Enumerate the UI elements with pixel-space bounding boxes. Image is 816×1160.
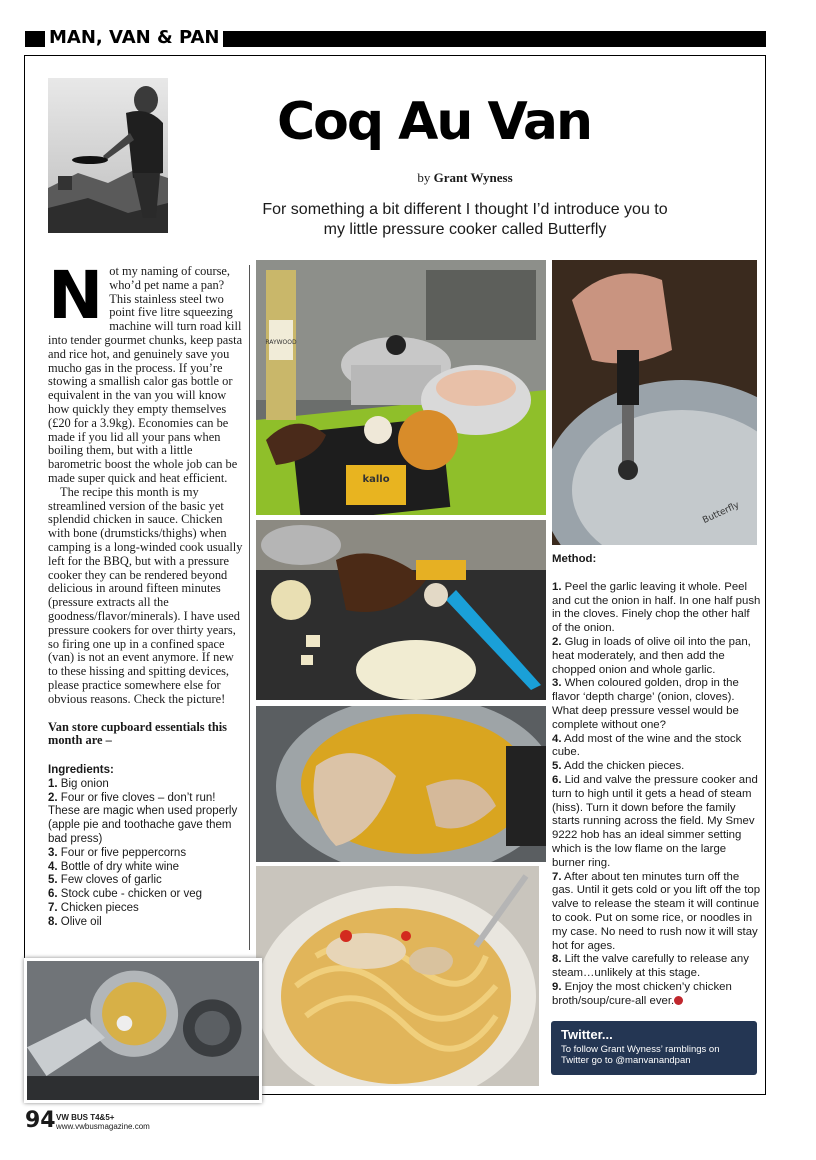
ingredients-number: 7. [48,902,58,915]
method-column [552,553,762,1009]
method-text: Peel the garlic leaving it whole. Peel and cut the onion in half. In one half push in the cloves. Finely chop the other half of the onion. [552,580,761,635]
method-text: Add the chicken pieces. [561,760,685,773]
method-list [552,581,762,1009]
ingredients-number: 1. [48,777,58,790]
ingredients-text: Bottle of dry white wine [57,860,180,873]
cooking-pot-photo [256,706,546,862]
twitter-box [551,1021,757,1075]
column-rule [249,265,250,950]
ingredients-photo [256,260,546,515]
method-number: 1. [552,580,562,593]
method-number: 6. [552,773,562,786]
method-text: Add most of the wine and the stock cube. [552,732,742,759]
ingredients-item [48,778,244,792]
method-item [552,871,762,954]
byline-prefix: by [417,170,431,185]
ingredients-text: Stock cube - chicken or veg [57,888,203,901]
method-number: 9. [552,980,562,993]
method-heading: Method: [552,553,597,565]
ingredients-item [48,874,244,888]
store-cupboard-line: Van store cupboard essentials this month are – [48,719,228,748]
stock-cube-label: kallo [362,474,390,485]
second-paragraph: The recipe this month is my streamlined version of the basic yet splendid chicken in sauce. Chicken with bone (drumsticks/thighs) when camping is a long-winded cook usually left for the BBQ, but with a pressure cooker they can be rendered beyond delicious in around fifteen minutes (pressure extracts all the goodness/flavor/minerals). I have used pressure cookers for over thirty years, so firing one up in a confined space (van) is not an event anymore. If new to these hissing and spitting devices, please practice somewhere else for obvious reasons. Check the picture! [48,484,243,706]
ingredients-item [48,792,244,847]
body-column [48,257,244,930]
ingredients-number: 3. [48,846,58,859]
method-number: 7. [552,870,562,883]
ingredients-text: Four or five cloves – don’t run! These are magic when used properly (apple pie and toothache gave them bad press) [48,791,238,846]
page-number: 94 [25,1108,56,1133]
article-title: Coq Au Van [276,92,592,152]
method-text: Lid and valve the pressure cooker and turn to high until it gets a head of steam (hiss). Turn it down before the family starts running across the field. My Smev 9222 hob has an ideal simmer setting which is the low flame on the large burner ring. [552,773,758,869]
method-item [552,581,762,636]
author-name: Grant Wyness [433,170,513,185]
intro-text: ot my naming of course, who’d pet name a pan? This stainless steel two point five litre squeezing machine will turn road kill into tender gourmet chunks, keep pasta and rice hot, and genuinely save you mucho gas in the process. If you’re stowing a smallish calor gas bottle or equivalent in the van you will know how quickly they empty themselves (£20 for a 3.9kg). Economies can be made if you lid all your pans when boiling them, but with a little barometric boost the whole job can be made super quick and heat efficient. [48,264,243,485]
publication-url: www.vwbusmagazine.com [56,1122,150,1131]
author-photo [48,78,168,233]
ingredients-list [48,778,244,930]
stove-hob-photo [24,958,262,1103]
method-text: Enjoy the most chicken’y chicken broth/soup/cure-all ever. [552,980,732,1007]
method-number: 4. [552,732,562,745]
ingredients-item [48,888,244,902]
method-item [552,760,762,774]
method-item [552,636,762,677]
lid-label-text: Butterfly [701,500,742,526]
method-text: Glug in loads of olive oil into the pan, heat moderately, and then add the chopped onion and whole garlic. [552,635,751,676]
section-title: MAN, VAN & PAN [45,27,223,49]
method-text: After about ten minutes turn off the gas. Until it gets cold or you lift off the top valve to release the steam it will continue to cook. Put on some rice, or noodles in my case. No need to rush now it will stay hot for ages. [552,870,761,952]
ingredients-number: 6. [48,888,58,901]
noodle-bowl-photo [256,866,539,1086]
method-number: 5. [552,760,562,773]
method-item [552,733,762,761]
method-number: 3. [552,677,562,690]
wine-label-text: RAYWOOD [265,339,297,346]
ingredients-item [48,902,244,916]
intro-paragraph [48,257,244,486]
publication-name: VW BUS T4&5+ [56,1113,115,1122]
twitter-body: To follow Grant Wyness’ ramblings on Twitter go to @manvanandpan [561,1044,720,1066]
chopping-board-photo [256,520,546,700]
ingredients-text: Chicken pieces [57,902,139,915]
valve-closeup-photo [552,260,757,545]
ingredients-text: Few cloves of garlic [57,874,162,887]
method-item [552,774,762,871]
ingredients-number: 8. [48,915,58,928]
standfirst: For something a bit different I thought I’d introduce you to my little pressure cooker called Butterfly [262,201,668,238]
ingredients-number: 5. [48,874,58,887]
method-number: 8. [552,953,562,966]
ingredients-text: Olive oil [57,915,102,928]
end-mark-icon [674,996,683,1005]
ingredients-number: 2. [48,791,58,804]
ingredients-item [48,916,244,930]
method-item [552,953,762,981]
ingredients-heading: Ingredients: [48,764,114,777]
ingredients-text: Four or five peppercorns [57,846,187,859]
method-number: 2. [552,635,562,648]
byline [330,170,600,186]
ingredients-item [48,861,244,875]
twitter-heading: Twitter... [561,1027,613,1042]
drop-cap: N [48,257,104,334]
ingredients-item [48,847,244,861]
method-text: When coloured golden, drop in the flavor ‘depth charge’ (onion, cloves). What deep pressure vessel would be complete without one? [552,677,739,731]
method-text: Lift the valve carefully to release any steam…unlikely at this stage. [552,953,749,980]
method-item [552,981,762,1009]
ingredients-text: Big onion [57,777,109,790]
method-item [552,677,762,732]
ingredients-number: 4. [48,860,58,873]
